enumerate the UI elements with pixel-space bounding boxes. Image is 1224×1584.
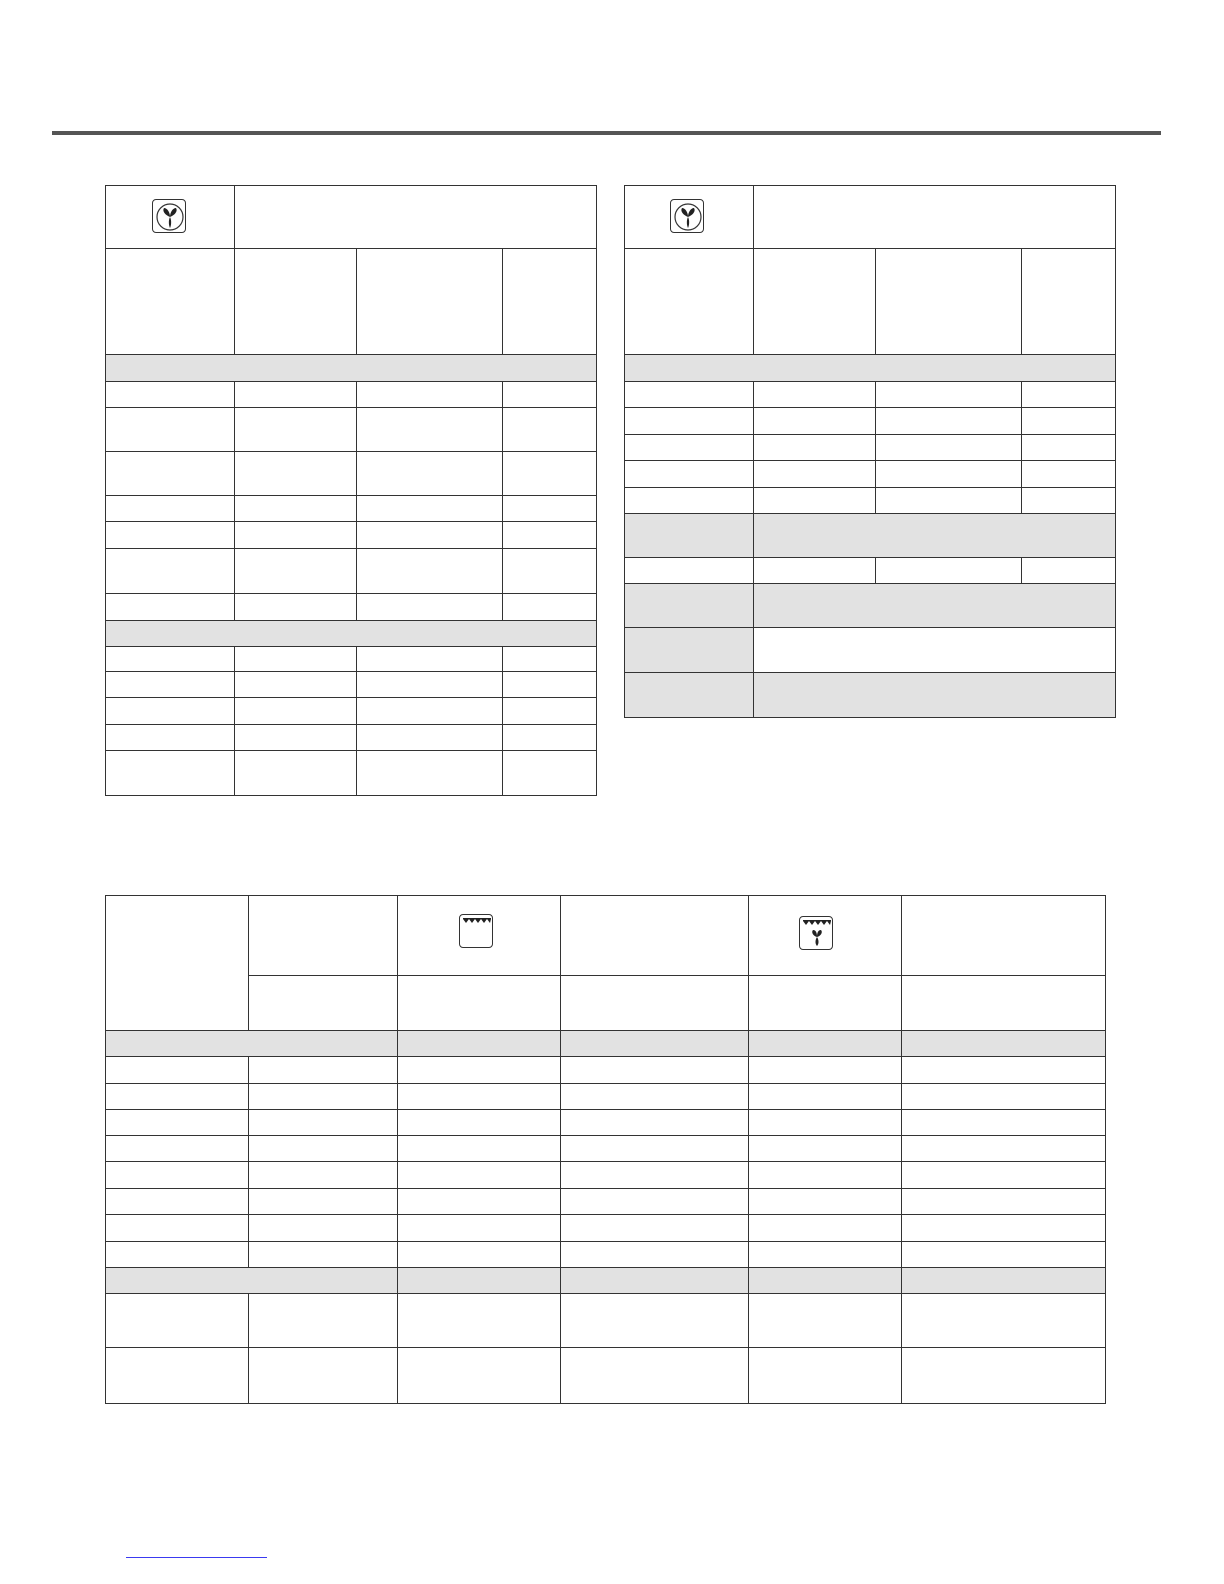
table-b-section-row-1 <box>625 355 1115 381</box>
table-c-section-row-1 <box>106 1031 1105 1056</box>
table-a-section-row-1 <box>106 355 596 381</box>
table-a-frame <box>105 185 597 796</box>
table-b-merged-row-1 <box>625 514 1115 557</box>
link-underline[interactable] <box>126 1557 267 1558</box>
table-b-merged-row-2 <box>625 584 1115 627</box>
page-top-rule <box>52 131 1161 135</box>
table-b-merged-row-4 <box>625 673 1115 717</box>
table-b-label-cell-3 <box>625 628 753 672</box>
table-c-frame <box>105 895 1106 1404</box>
top-heat-icon <box>459 914 493 948</box>
table-a-section-row-2 <box>106 621 596 646</box>
fan-icon <box>152 199 186 233</box>
table-c-section-row-2 <box>106 1268 1105 1293</box>
fan-grill-icon <box>799 916 833 950</box>
fan-icon <box>670 199 704 233</box>
